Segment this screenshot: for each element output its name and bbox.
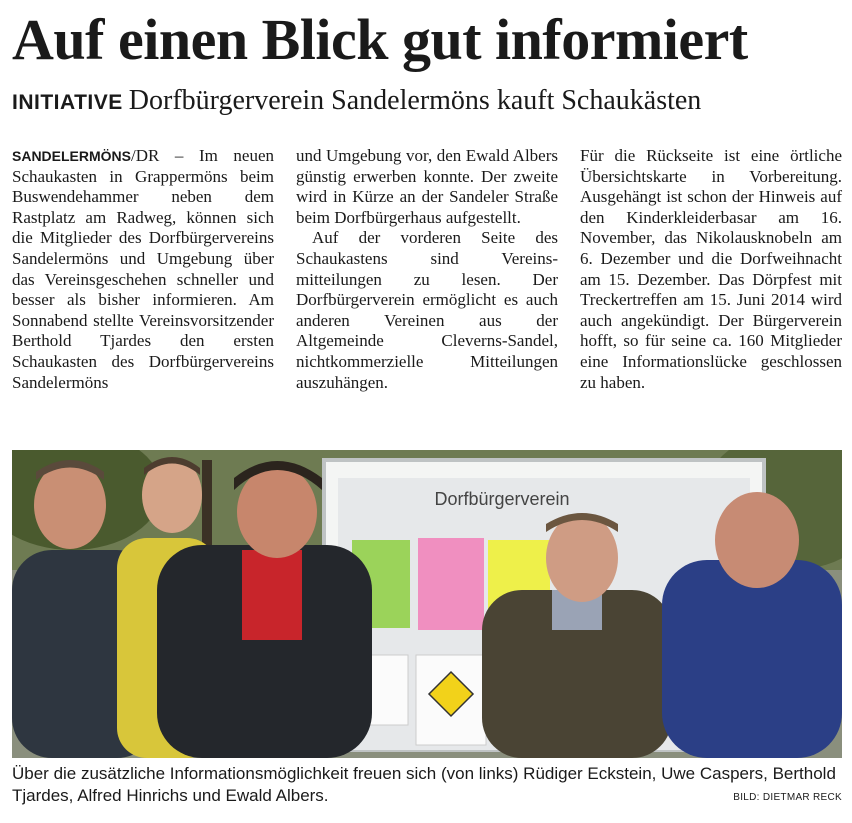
paragraph [12,146,274,393]
column-3 [580,146,842,393]
subheadline [12,84,842,122]
article-body [12,146,842,393]
display-case-sign: Dorfbürgerverein [434,489,570,509]
kicker: INITIATIVE [12,91,123,114]
agency: /DR – [131,146,199,165]
column-1 [12,146,274,393]
subtitle: Dorfbürgerverein Sandelermöns kauft Schaukästen [128,85,702,116]
paragraph: Für die Rückseite ist eine örtliche Übersichtskarte in Vorbereitung. Ausgehängt ist schon der Hinweis auf den Kinderkleiderbasar am 16. November, das Nikolausknobeln am 6. Dezember und die Dorfweihnacht am 15. Dezember. Das Dörpfest mit Treckertreffen am 15. Juni 2014 wird auch angekündigt. Der Bürgerverein hofft, so für seine ca. 160 Mitglieder eine Informationslücke geschlossen zu haben. [580,146,842,392]
poster-pink [418,538,484,630]
paragraph-text: Im neuen Schaukasten in Grappermöns beim Buswendehammer neben dem Rastplatz am Radweg, können sich die Mitglieder des Dorfbürgervereins Sandelermöns und Umgebung über das Vereinsgeschehen schneller und besser als bisher informieren. Am Sonnabend stellte Vereinsvorsitzender Berthold Tjardes den ersten Schaukasten des Dorfbürgervereins Sandelermöns [12,146,274,392]
photo-caption: Über die zusätzliche Informationsmöglichkeit freuen sich (von links) Rüdiger Eckstein, Uwe Caspers, Berthold Tjardes, Alfred Hinrichs und Ewald Albers. [12,764,836,805]
paragraph: und Umgebung vor, den Ewald Albers günstig erwerben konnte. Der zweite wird in Kürze an der Sandeler Straße beim Dorfbürgerhaus aufgestellt. [296,146,558,227]
column-2 [296,146,558,393]
photo-illustration [12,450,842,758]
article-photo [12,450,842,758]
paragraph: Auf der vorderen Seite des Schaukastens sind Vereinsmitteilungen zu lesen. Der Dorfbürgerverein ermöglicht es auch anderen Vereinen aus der Altgemeinde Cleverns-Sandel, nichtkommerzielle Mitteilungen auszuhängen. [296,228,558,392]
headline: Auf einen Blick gut informiert [12,7,748,72]
dateline: SANDELERMÖNS [12,148,132,164]
photo-credit: BILD: DIETMAR RECK [733,792,842,803]
